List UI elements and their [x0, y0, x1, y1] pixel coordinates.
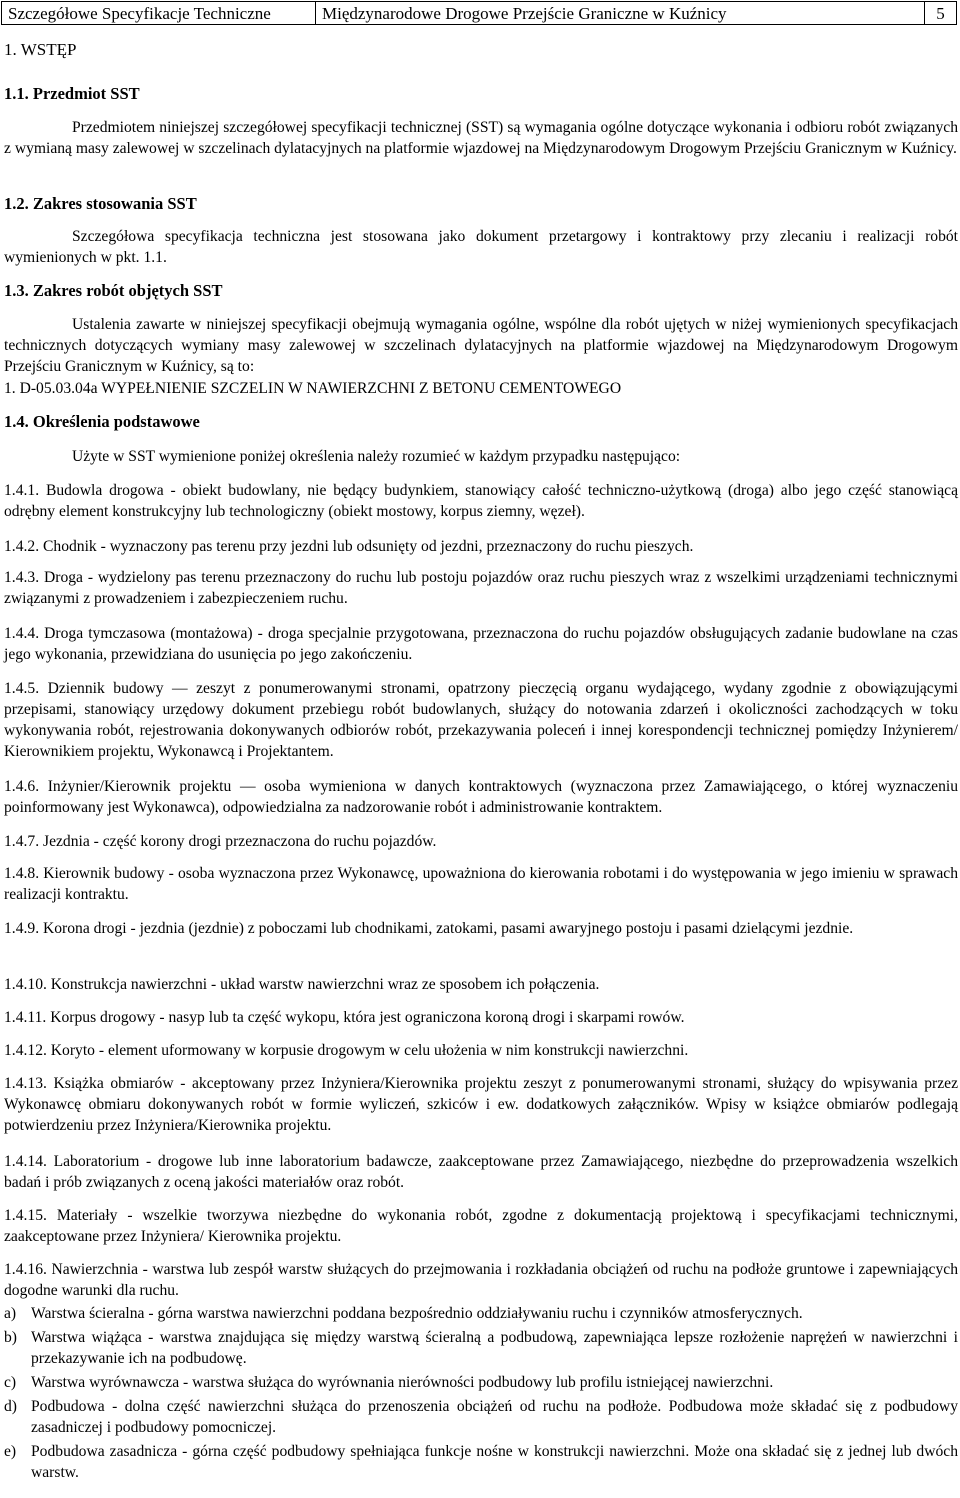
list-item-text: Warstwa wiążąca - warstwa znajdująca się między warstwą ścieralną a podbudową, zapewniająca lepsze rozłożenie naprężeń w nawierzchni i przekazywanie ich na podbudowę. — [31, 1329, 958, 1367]
list-item-text: Warstwa ścieralna - górna warstwa nawierzchni poddana bezpośrednio oddziaływaniu ruchu i czynników atmosferycznych. — [31, 1305, 803, 1322]
definition-1-4-2 — [4, 536, 958, 557]
definition-text: Budowla drogowa - obiekt budowlany, nie będący budynkiem, stanowiący całość techniczno-użytkową (droga) albo jego część stanowiącą odrębny element konstrukcyjny lub technologiczny (obiekt mostowy, korpus ziemny, węzeł). — [4, 482, 958, 520]
definition-text: Książka obmiarów - akceptowany przez Inżyniera/Kierownika projektu zeszyt z ponumerowanymi stronami, służący do wpisywania przez Wykonawcę obmiaru dokonywanych robót w formie wyliczeń, szkiców i ew. dodatkowych załączników. Wpisy w książce obmiarów podlegają potwierdzeniu przez Inżyniera/Kierownika projektu. — [4, 1075, 958, 1134]
definition-text: Korona drogi - jezdnia (jezdnie) z poboczami lub chodnikami, zatokami, pasami awaryjnego postoju i pasami dzielącymi jezdnie. — [43, 920, 854, 937]
definition-number: 1.4.5. — [4, 680, 40, 697]
list-item — [4, 1303, 958, 1324]
definition-1-4-7 — [4, 831, 958, 852]
definition-text: Materiały - wszelkie tworzywa niezbędne do wykonania robót, zgodne z dokumentacją projektową i specyfikacjami technicznymi, zaakceptowane przez Inżyniera/ Kierownika projektu. — [4, 1207, 958, 1245]
definition-text: Droga tymczasowa (montażowa) - droga specjalnie przygotowana, przeznaczona do ruchu pojazdów obsługujących zadanie budowlane na czas jego wykonania, przewidziana do usunięcia po jego zakończeniu. — [4, 625, 958, 663]
section-1-2-text: Szczegółowa specyfikacja techniczna jest stosowana jako dokument przetargowy i kontraktowy przy zlecaniu i realizacji robót wymienionych w pkt. 1.1. — [4, 228, 958, 266]
definition-1-4-14 — [4, 1151, 958, 1193]
definition-number: 1.4.11. — [4, 1009, 47, 1026]
definition-1-4-4 — [4, 623, 958, 665]
definition-text: Laboratorium - drogowe lub inne laboratorium badawcze, zaakceptowane przez Zamawiającego, niezbędne do przeprowadzenia wszelkich badań i prób związanych z oceną jakości materiałów oraz robót. — [4, 1153, 958, 1191]
list-item-label: b) — [4, 1329, 17, 1346]
list-item — [4, 1396, 958, 1438]
definition-number: 1.4.3. — [4, 569, 40, 586]
definition-text: Jezdnia - część korony drogi przeznaczona do ruchu pojazdów. — [43, 833, 437, 850]
definition-1-4-11 — [4, 1007, 958, 1028]
definition-1-4-12 — [4, 1040, 958, 1061]
list-item-text: Podbudowa zasadnicza - górna część podbudowy spełniająca funkcje nośne w konstrukcji nawierzchni. Może ona składać się z jednej lub dwóch warstw. — [31, 1443, 958, 1481]
section-1-1-text: Przedmiotem niniejszej szczegółowej specyfikacji technicznej (SST) są wymagania ogólne dotyczące wykonania i odbioru robót związanych z wymianą masy zalewowej w szczelinach dylatacyjnych na platformie wjazdowej na Międzynarodowym Drogowym Przejściu Granicznym w Kuźnicy. — [4, 119, 958, 157]
page-header — [1, 1, 957, 25]
definition-1-4-15 — [4, 1205, 958, 1247]
definition-text: Inżynier/Kierownik projektu — osoba wymieniona w danych kontraktowych (wyznaczona przez Zamawiającego, o której wyznaczeniu poinformowany jest Wykonawca), odpowiedzialna za nadzorowanie robót i administrowanie kontraktem. — [4, 778, 958, 816]
list-item-text: Warstwa wyrównawcza - warstwa służąca do wyrównania nierówności podbudowy lub profilu istniejącej nawierzchni. — [31, 1374, 774, 1391]
section-1-3-text: Ustalenia zawarte w niniejszej specyfikacji obejmują wymagania ogólne, wspólne dla robót ujętych w niżej wymienionych specyfikacjach technicznych dotyczących wymiany masy zalewowej w szczelinach dylatacyjnych na platformie wjazdowej na Międzynarodowym Drogowym Przejściu Granicznym w Kuźnicy, są to: — [4, 316, 958, 375]
definition-text: Chodnik - wyznaczony pas terenu przy jezdni lub odsunięty od jezdni, przeznaczony do ruchu pieszych. — [43, 538, 694, 555]
definition-1-4-1 — [4, 480, 958, 522]
definition-1-4-3 — [4, 567, 958, 609]
definition-number: 1.4.2. — [4, 538, 40, 555]
definition-1-4-6 — [4, 776, 958, 818]
list-item-label: e) — [4, 1443, 17, 1460]
definition-number: 1.4.8. — [4, 865, 40, 882]
definition-number: 1.4.9. — [4, 920, 40, 937]
definition-text: Droga - wydzielony pas terenu przeznaczony do ruchu lub postoju pojazdów oraz ruchu pieszych wraz z wszelkimi urządzeniami technicznymi związanymi z prowadzeniem i zabezpieczeniem ruchu. — [4, 569, 958, 607]
definition-1-4-16 — [4, 1259, 958, 1301]
definition-1-4-13 — [4, 1073, 958, 1136]
header-page-number: 5 — [936, 4, 945, 23]
section-1-3-item: 1. D-05.03.04a WYPEŁNIENIE SZCZELIN W NAWIERZCHNI Z BETONU CEMENTOWEGO — [4, 380, 622, 397]
section-1-4-title: 1.4. Określenia podstawowe — [4, 412, 200, 431]
definition-text: Korpus drogowy - nasyp lub ta część wykopu, która jest ograniczona koroną drogi i skarpami rowów. — [50, 1009, 685, 1026]
definition-text: Konstrukcja nawierzchni - układ warstw nawierzchni wraz ze sposobem ich połączenia. — [50, 976, 600, 993]
definition-number: 1.4.4. — [4, 625, 40, 642]
list-item — [4, 1372, 958, 1393]
definition-text: Nawierzchnia - warstwa lub zespół warstw służących do przejmowania i rozkładania obciążeń od ruchu na podłoże gruntowe i zapewniających dogodne warunki dla ruchu. — [4, 1261, 958, 1299]
list-item — [4, 1441, 958, 1483]
definition-text: Kierownik budowy - osoba wyznaczona przez Wykonawcę, upoważniona do kierowania robotami i do występowania w jego imieniu w sprawach realizacji kontraktu. — [4, 865, 958, 903]
header-project: Międzynarodowe Drogowe Przejście Graniczne w Kuźnicy — [316, 2, 925, 24]
definition-text: Koryto - element uformowany w korpusie drogowym w celu ułożenia w nim konstrukcji nawierzchni. — [50, 1042, 689, 1059]
section-1-title: 1. WSTĘP — [4, 40, 77, 59]
section-1-3-title: 1.3. Zakres robót objętych SST — [4, 281, 223, 300]
definition-1-4-10 — [4, 974, 958, 995]
list-item-label: c) — [4, 1374, 17, 1391]
section-1-4-intro: Użyte w SST wymienione poniżej określenia należy rozumieć w każdym przypadku następująco: — [72, 448, 681, 465]
definition-number: 1.4.16. — [4, 1261, 47, 1278]
section-1-1-title: 1.1. Przedmiot SST — [4, 84, 140, 103]
list-item-label: a) — [4, 1305, 17, 1322]
definition-number: 1.4.13. — [4, 1075, 47, 1092]
definition-1-4-5 — [4, 678, 958, 762]
definition-number: 1.4.6. — [4, 778, 40, 795]
definition-number: 1.4.7. — [4, 833, 40, 850]
list-item-label: d) — [4, 1398, 17, 1415]
list-item — [4, 1327, 958, 1369]
definition-number: 1.4.15. — [4, 1207, 47, 1224]
header-doc-type: Szczegółowe Specyfikacje Techniczne — [2, 2, 316, 24]
definition-number: 1.4.10. — [4, 976, 47, 993]
definition-number: 1.4.14. — [4, 1153, 47, 1170]
definition-1-4-8 — [4, 863, 958, 905]
list-item-text: Podbudowa - dolna część nawierzchni służąca do przenoszenia obciążeń od ruchu na podłoże. Podbudowa może składać się z podbudowy zasadniczej i podbudowy pomocniczej. — [31, 1398, 958, 1436]
definition-text: Dziennik budowy — zeszyt z ponumerowanymi stronami, opatrzony pieczęcią organu wydającego, wydany zgodnie z obowiązującymi przepisami, stanowiący urzędowy dokument przebiegu robót budowlanych, służący do notowania zdarzeń i okoliczności zachodzących w toku wykonywania robót, rejestrowania dokonywanych odbiorów robót, przekazywania poleceń i innej korespondencji technicznej pomiędzy Inżynierem/ Kierownikiem projektu, Wykonawcą i Projektantem. — [4, 680, 958, 760]
layer-list — [4, 1303, 958, 1483]
definition-number: 1.4.12. — [4, 1042, 47, 1059]
section-1-2-title: 1.2. Zakres stosowania SST — [4, 194, 197, 213]
definition-number: 1.4.1. — [4, 482, 40, 499]
definition-1-4-9 — [4, 918, 958, 939]
